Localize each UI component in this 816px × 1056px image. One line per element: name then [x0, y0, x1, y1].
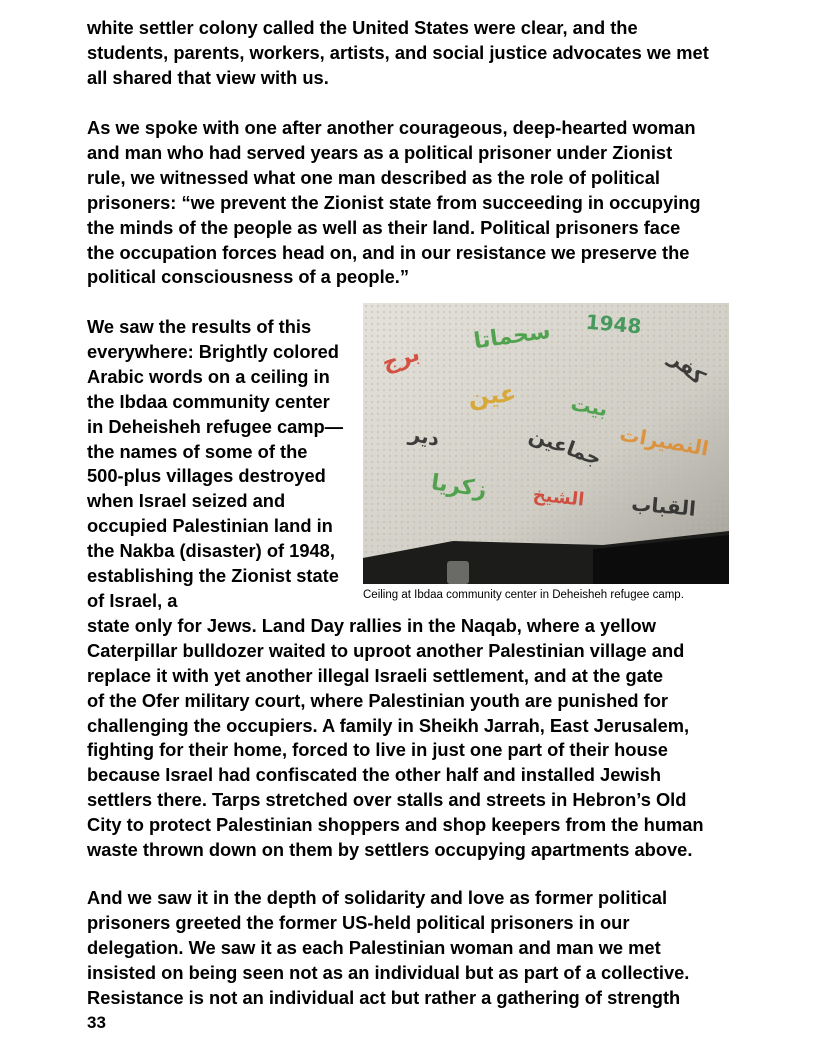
text-line: We saw the results of this: [87, 316, 312, 337]
graffiti-word: النصيرات: [617, 421, 711, 461]
page-number: 33: [87, 1013, 106, 1032]
graffiti-word: الشيخ: [531, 484, 586, 511]
text-line: the Nakba (disaster) of 1948,: [87, 540, 335, 562]
text-line: white settler colony called the United States were clear, and the: [87, 17, 638, 38]
text-line: City to protect Palestinian shoppers and shop keepers from the human: [87, 814, 704, 836]
graffiti-word: زكريا: [429, 470, 489, 503]
text-line: all shared that view with us.: [87, 66, 329, 88]
graffiti-word: برج: [379, 341, 423, 377]
ceiling-photo: [363, 303, 729, 584]
text-line: delegation. We saw it as each Palestinian woman and man we met: [87, 936, 661, 958]
text-line: prisoners greeted the former US-held political prisoners in our: [87, 911, 630, 933]
text-line: establishing the Zionist state: [87, 565, 339, 587]
text-line: As we spoke with one after another courageous, deep-hearted woman: [87, 117, 696, 138]
text-line: settlers there. Tarps stretched over stalls and streets in Hebron’s Old: [87, 789, 687, 811]
text-line: because Israel had confiscated the other half and installed Jewish: [87, 764, 662, 786]
text-line: political consciousness of a people.”: [87, 266, 410, 288]
text-line: waste thrown down on them by settlers occupying apartments above.: [87, 839, 693, 861]
text-line: the minds of the people as well as their land. Political prisoners face: [87, 216, 681, 238]
graffiti-word: دير: [407, 421, 442, 452]
text-line: prisoners: “we prevent the Zionist state from succeeding in occupying: [87, 191, 701, 213]
paragraph-4: [87, 886, 689, 1011]
text-line: the names of some of the: [87, 440, 308, 462]
text-line: everywhere: Brightly colored: [87, 340, 339, 362]
text-line: Arabic words on a ceiling in: [87, 365, 330, 387]
graffiti-word: سحماتا: [472, 318, 552, 355]
text-line: in Deheisheh refugee camp—: [87, 415, 344, 437]
text-line: insisted on being seen not as an individual but as part of a collective.: [87, 961, 690, 983]
text-line: of Israel, a: [87, 589, 178, 611]
graffiti-word: جماعين: [525, 422, 605, 471]
text-line: the Ibdaa community center: [87, 390, 330, 412]
text-line: the occupation forces head on, and in our resistance we preserve the: [87, 241, 690, 263]
text-line: challenging the occupiers. A family in Sheikh Jarrah, East Jerusalem,: [87, 714, 690, 736]
paragraph-1: [87, 16, 709, 91]
text-line: Resistance is not an individual act but rather a gathering of strength: [87, 986, 681, 1008]
text-line: replace it with yet another illegal Israeli settlement, and at the gate: [87, 664, 664, 686]
text-line: of the Ofer military court, where Palestinian youth are punished for: [87, 689, 669, 711]
graffiti-word: القباب: [630, 491, 697, 521]
text-line: Caterpillar bulldozer waited to uproot another Palestinian village and: [87, 639, 685, 661]
text-line: And we saw it in the depth of solidarity and love as former political: [87, 887, 668, 908]
graffiti-word: عين: [467, 379, 518, 412]
graffiti-word: 1948: [584, 309, 643, 339]
text-line: state only for Jews. Land Day rallies in the Naqab, where a yellow: [87, 614, 656, 636]
text-line: when Israel seized and: [87, 490, 286, 512]
text-line: 500-plus villages destroyed: [87, 465, 326, 487]
text-line: and man who had served years as a political prisoner under Zionist: [87, 141, 673, 163]
paragraph-2: [87, 116, 701, 290]
graffiti-word: بيت: [568, 391, 610, 422]
photo-caption: Ceiling at Ibdaa community center in Deheisheh refugee camp.: [363, 589, 684, 601]
text-line: fighting for their home, forced to live in just one part of their house: [87, 739, 668, 761]
graffiti-word: كفر: [665, 346, 710, 390]
text-line: students, parents, workers, artists, and social justice advocates we met: [87, 41, 709, 63]
ceiling-graffiti-image: [363, 303, 729, 584]
text-line: rule, we witnessed what one man described as the role of political: [87, 166, 660, 188]
text-line: occupied Palestinian land in: [87, 515, 333, 537]
